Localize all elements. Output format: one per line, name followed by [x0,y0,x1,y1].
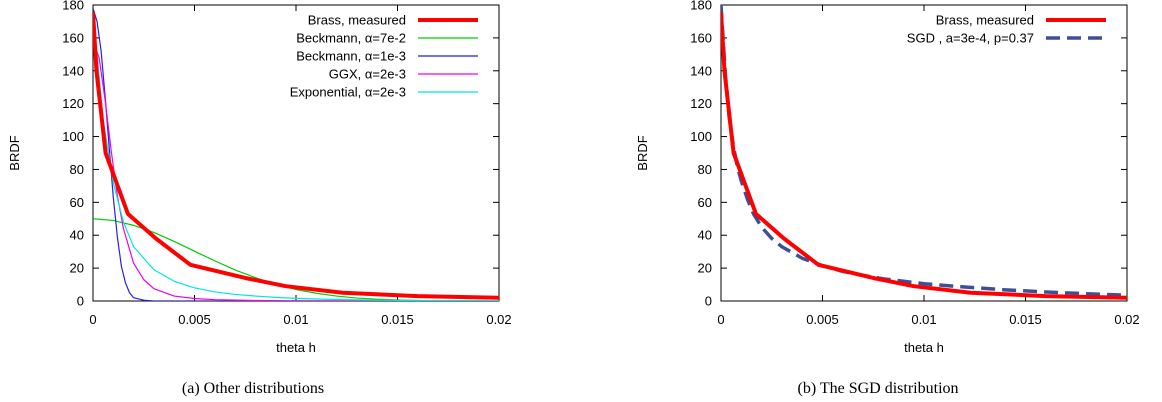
y-tick-label: 180 [62,0,84,13]
x-tick-label: 0.02 [1114,312,1140,327]
x-tick-label: 0.005 [178,312,211,327]
x-tick-label: 0.015 [1009,312,1042,327]
y-tick-label: 180 [690,0,712,13]
series-line-4 [93,30,499,301]
x-axis-label: theta h [276,340,316,355]
legend-label: Brass, measured [307,12,406,28]
y-tick-label: 60 [69,194,84,210]
x-axis-label: theta h [904,340,944,355]
y-tick-label: 140 [690,63,712,79]
chart-panel-a [7,0,512,397]
x-tick-label: 0.01 [283,312,309,327]
y-tick-label: 160 [62,30,84,46]
legend-label: Brass, measured [935,12,1034,28]
series-line-1 [721,5,1127,295]
legend-label: Beckmann, α=1e-3 [296,48,406,64]
y-tick-label: 80 [697,161,712,177]
y-tick-label: 0 [76,293,84,309]
y-tick-label: 60 [697,194,712,210]
y-tick-label: 100 [62,129,84,145]
series-line-3 [93,41,499,301]
legend-label: Beckmann, α=7e-2 [296,30,406,46]
y-tick-label: 120 [62,96,84,112]
x-tick-label: 0 [89,312,97,327]
y-tick-label: 100 [690,129,712,145]
figure-caption: (b) The SGD distribution [797,380,959,397]
y-axis-label: BRDF [635,135,650,171]
x-tick-label: 0.02 [486,312,512,327]
figure-caption: (a) Other distributions [181,380,325,397]
x-tick-label: 0.005 [806,312,839,327]
x-tick-label: 0.015 [381,312,414,327]
y-axis-label: BRDF [7,135,22,171]
series-line-0 [721,12,1127,298]
legend-label: SGD , a=3e-4, p=0.37 [906,30,1034,46]
y-tick-label: 20 [69,260,84,276]
chart-panel-b [635,0,1140,397]
x-tick-label: 0.01 [911,312,937,327]
y-tick-label: 160 [690,30,712,46]
y-tick-label: 120 [690,96,712,112]
y-tick-label: 80 [69,161,84,177]
y-tick-label: 0 [704,293,712,309]
y-tick-label: 40 [697,227,712,243]
x-tick-label: 0 [717,312,725,327]
y-tick-label: 40 [69,227,84,243]
legend-label: GGX, α=2e-3 [328,66,406,82]
y-tick-label: 140 [62,63,84,79]
legend-label: Exponential, α=2e-3 [289,84,406,100]
y-tick-label: 20 [697,260,712,276]
plot-frame [721,5,1127,301]
